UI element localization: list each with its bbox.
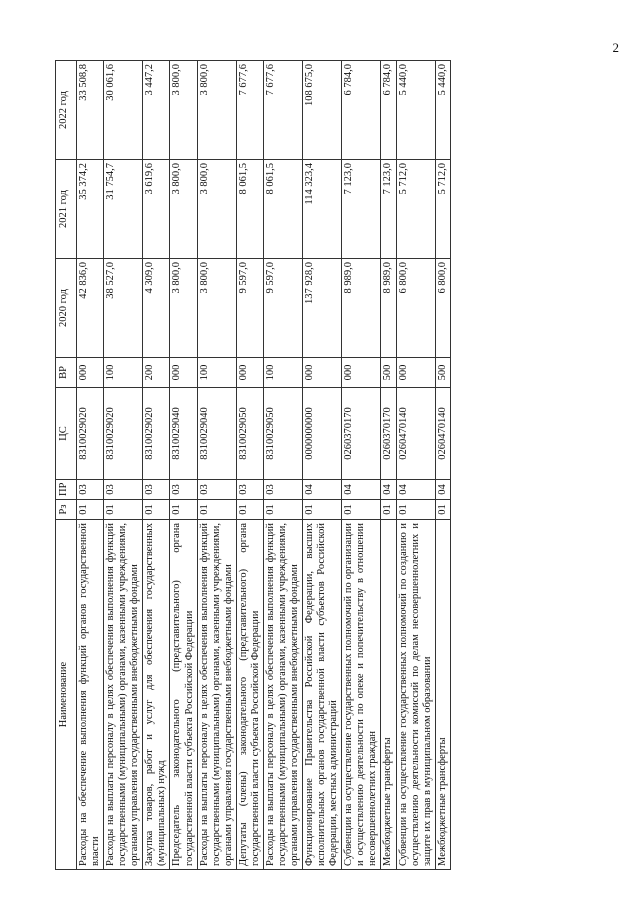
row-2020: 137 928,0	[303, 259, 342, 358]
table-row	[197, 61, 236, 870]
row-name: Депутаты (члены) законодательного (представительного) органа государственной власти субъекта Российской Федерации	[236, 520, 263, 870]
header-name: Наименование	[56, 520, 77, 870]
row-2022: 5 440,0	[435, 61, 450, 160]
table-row	[77, 61, 104, 870]
row-2022: 5 440,0	[396, 61, 435, 160]
table-row	[396, 61, 435, 870]
row-2021: 8 061,5	[263, 160, 302, 259]
row-pr: 03	[143, 480, 170, 500]
row-2021: 5 712,0	[396, 160, 435, 259]
row-2020: 42 836,0	[77, 259, 104, 358]
row-2021: 35 374,2	[77, 160, 104, 259]
row-cs: 8310029050	[263, 388, 302, 480]
table-header-row	[56, 61, 77, 870]
row-2020: 6 800,0	[396, 259, 435, 358]
row-rz: 01	[170, 500, 197, 520]
row-vr: 100	[104, 358, 143, 388]
row-cs: 8310029020	[77, 388, 104, 480]
row-pr: 04	[381, 480, 396, 500]
row-2020: 38 527,0	[104, 259, 143, 358]
row-pr: 03	[263, 480, 302, 500]
row-rz: 01	[263, 500, 302, 520]
row-2022: 108 675,0	[303, 61, 342, 160]
row-cs: 8310029020	[143, 388, 170, 480]
row-rz: 01	[396, 500, 435, 520]
row-cs: 8310029050	[236, 388, 263, 480]
header-2020: 2020 год	[56, 259, 77, 358]
row-rz: 01	[236, 500, 263, 520]
table-row	[303, 61, 342, 870]
header-2022: 2022 год	[56, 61, 77, 160]
table-row	[170, 61, 197, 870]
row-pr: 03	[170, 480, 197, 500]
row-name: Функционирование Правительства Российской Федерации, высших исполнительных органов государственной власти субъектов Российской Федерации, местных администраций	[303, 520, 342, 870]
row-rz: 01	[104, 500, 143, 520]
row-cs: 0260370170	[342, 388, 381, 480]
row-vr: 100	[197, 358, 236, 388]
row-cs: 8310029040	[197, 388, 236, 480]
row-pr: 03	[236, 480, 263, 500]
rotated-table-container	[55, 60, 625, 870]
header-pr: ПР	[56, 480, 77, 500]
row-2022: 30 061,6	[104, 61, 143, 160]
row-vr: 000	[396, 358, 435, 388]
row-name: Расходы на обеспечение выполнения функций органов государственной власти	[77, 520, 104, 870]
row-vr: 500	[435, 358, 450, 388]
row-2020: 9 597,0	[236, 259, 263, 358]
row-rz: 01	[381, 500, 396, 520]
row-vr: 000	[303, 358, 342, 388]
header-2021: 2021 год	[56, 160, 77, 259]
row-2022: 3 800,0	[197, 61, 236, 160]
row-pr: 03	[77, 480, 104, 500]
row-vr: 000	[77, 358, 104, 388]
row-2020: 9 597,0	[263, 259, 302, 358]
row-vr: 200	[143, 358, 170, 388]
row-name: Председатель законодательного (представительного) органа государственной власти субъекта Российской Федерации	[170, 520, 197, 870]
table-row	[236, 61, 263, 870]
row-name: Закупка товаров, работ и услуг для обеспечения государственных (муниципальных) нужд	[143, 520, 170, 870]
row-pr: 04	[435, 480, 450, 500]
header-vr: ВР	[56, 358, 77, 388]
row-pr: 03	[104, 480, 143, 500]
row-2020: 3 800,0	[197, 259, 236, 358]
row-name: Межбюджетные трансферты	[381, 520, 396, 870]
row-2020: 8 989,0	[381, 259, 396, 358]
row-name: Субвенции на осуществление государственных полномочий по созданию и осуществлению деятельности комиссий по делам несовершеннолетних и защите их прав в муниципальном образовании	[396, 520, 435, 870]
row-2020: 6 800,0	[435, 259, 450, 358]
table-row	[435, 61, 450, 870]
budget-table	[55, 60, 451, 870]
row-name: Межбюджетные трансферты	[435, 520, 450, 870]
row-2021: 7 123,0	[381, 160, 396, 259]
table-row	[342, 61, 381, 870]
row-rz: 01	[143, 500, 170, 520]
row-cs: 0260370170	[381, 388, 396, 480]
row-rz: 01	[342, 500, 381, 520]
table-row	[263, 61, 302, 870]
row-2021: 114 323,4	[303, 160, 342, 259]
row-rz: 01	[197, 500, 236, 520]
row-cs: 8310029020	[104, 388, 143, 480]
row-2021: 7 123,0	[342, 160, 381, 259]
row-name: Субвенции на осуществление государственных полномочий по организации и осуществлению деятельности по опеке и попечительству в отношении несовершеннолетних граждан	[342, 520, 381, 870]
row-pr: 04	[396, 480, 435, 500]
table-row	[381, 61, 396, 870]
row-2021: 3 800,0	[197, 160, 236, 259]
row-pr: 03	[197, 480, 236, 500]
row-cs: 0000000000	[303, 388, 342, 480]
row-cs: 8310029040	[170, 388, 197, 480]
row-name: Расходы на выплаты персоналу в целях обеспечения выполнения функций государственными (муниципальными) органами, казенными учреждениями, органами управления государственными внебюджетными фондами	[263, 520, 302, 870]
row-2021: 31 754,7	[104, 160, 143, 259]
row-2022: 6 784,0	[381, 61, 396, 160]
row-pr: 04	[342, 480, 381, 500]
row-pr: 04	[303, 480, 342, 500]
row-name: Расходы на выплаты персоналу в целях обеспечения выполнения функций государственными (муниципальными) органами, казенными учреждениями, органами управления государственными внебюджетными фондами	[197, 520, 236, 870]
row-vr: 000	[342, 358, 381, 388]
row-2022: 33 508,8	[77, 61, 104, 160]
page-number: 2	[612, 40, 619, 55]
row-rz: 01	[303, 500, 342, 520]
row-vr: 000	[236, 358, 263, 388]
row-2021: 3 619,6	[143, 160, 170, 259]
row-cs: 0260470140	[435, 388, 450, 480]
row-cs: 0260470140	[396, 388, 435, 480]
row-2021: 8 061,5	[236, 160, 263, 259]
row-rz: 01	[77, 500, 104, 520]
table-row	[143, 61, 170, 870]
header-cs: ЦС	[56, 388, 77, 480]
row-2022: 6 784,0	[342, 61, 381, 160]
row-2021: 3 800,0	[170, 160, 197, 259]
row-vr: 500	[381, 358, 396, 388]
row-2021: 5 712,0	[435, 160, 450, 259]
row-rz: 01	[435, 500, 450, 520]
row-2020: 8 989,0	[342, 259, 381, 358]
row-vr: 000	[170, 358, 197, 388]
header-rz: Рз	[56, 500, 77, 520]
row-2020: 3 800,0	[170, 259, 197, 358]
row-name: Расходы на выплаты персоналу в целях обеспечения выполнения функций государственными (муниципальными) органами, казенными учреждениями, органами управления государственными внебюджетными фондами	[104, 520, 143, 870]
row-2022: 3 800,0	[170, 61, 197, 160]
table-row	[104, 61, 143, 870]
row-vr: 100	[263, 358, 302, 388]
row-2020: 4 309,0	[143, 259, 170, 358]
row-2022: 7 677,6	[236, 61, 263, 160]
row-2022: 7 677,6	[263, 61, 302, 160]
row-2022: 3 447,2	[143, 61, 170, 160]
